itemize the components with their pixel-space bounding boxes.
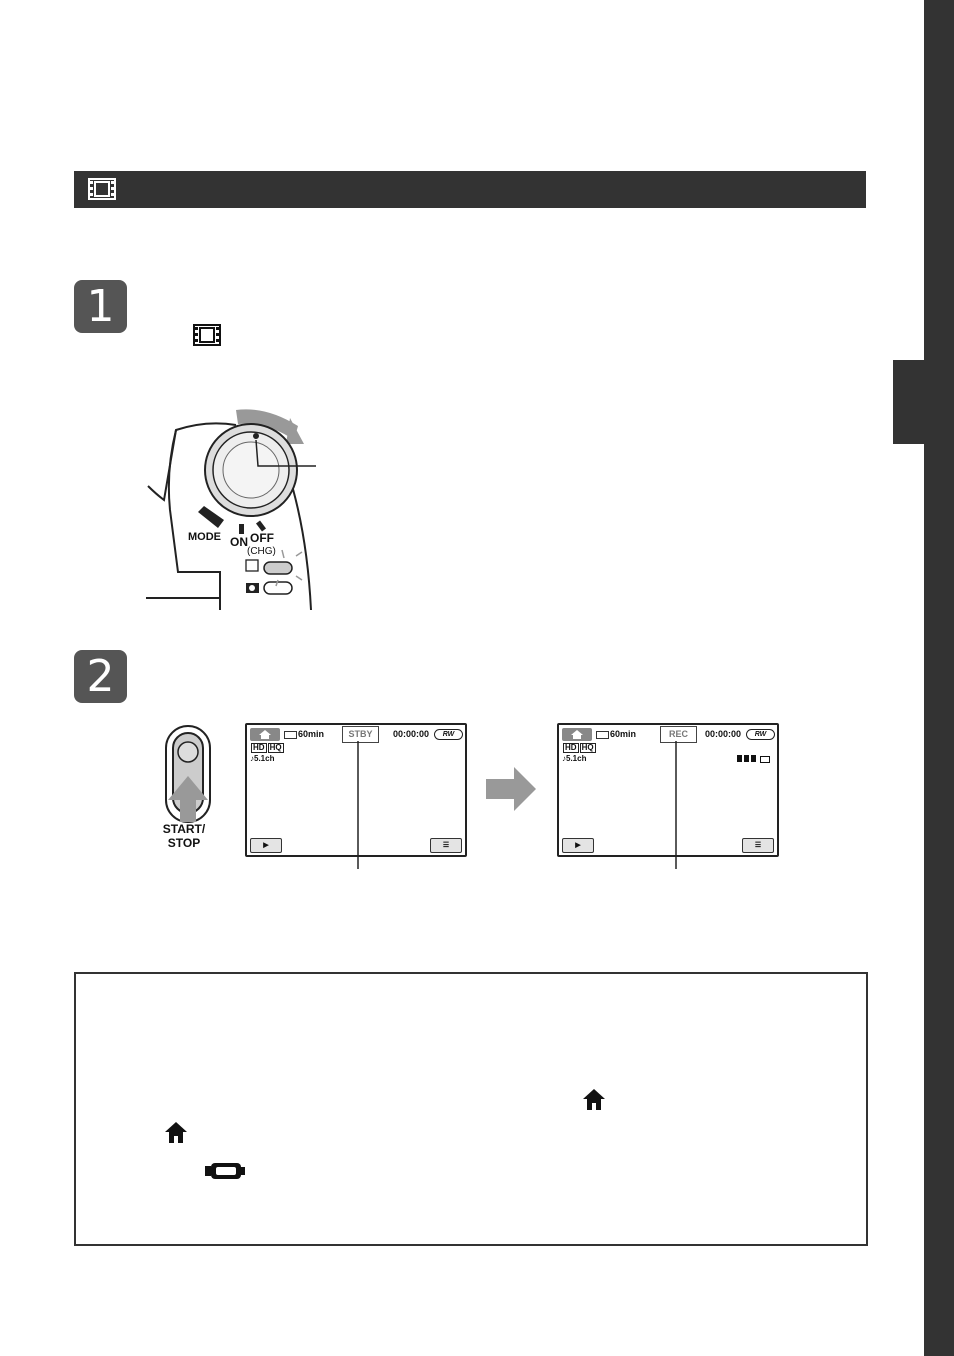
- home-icon: [164, 1121, 188, 1145]
- disc-type: RW: [746, 729, 775, 740]
- lcd-screen-recording: [557, 723, 779, 857]
- stby-callout-line: [355, 741, 361, 871]
- hq-badge: HQ: [269, 743, 282, 752]
- playback-button[interactable]: ▶: [250, 838, 282, 853]
- chg-label: (CHG): [247, 546, 276, 557]
- film-strip-icon: [88, 178, 116, 200]
- recording-status: REC: [660, 726, 697, 743]
- option-button[interactable]: ☰: [742, 838, 774, 853]
- notes-box: [74, 972, 868, 1246]
- battery-icon: [284, 731, 297, 739]
- film-strip-icon: [246, 560, 258, 571]
- audio-mode: ♪5.1ch: [562, 754, 587, 763]
- side-strip: [924, 0, 954, 1356]
- disc-type: RW: [434, 729, 463, 740]
- audio-mode: ♪5.1ch: [250, 754, 275, 763]
- time-counter: 00:00:00: [705, 729, 742, 739]
- time-counter: 00:00:00: [393, 729, 430, 739]
- mode-label: MODE: [188, 531, 221, 543]
- camcorder-icon: [205, 1161, 245, 1181]
- power-dial-illustration: [146, 400, 326, 615]
- playback-button[interactable]: ▶: [562, 838, 594, 853]
- remaining-time: 60min: [298, 729, 325, 739]
- remaining-time: 60min: [610, 729, 637, 739]
- home-button[interactable]: [562, 728, 592, 741]
- home-icon: [250, 728, 280, 741]
- home-icon: [562, 728, 592, 741]
- battery-icon: [596, 731, 609, 739]
- home-icon: [582, 1088, 606, 1112]
- step-1-badge: 1: [74, 280, 127, 333]
- start-stop-button[interactable]: [164, 724, 212, 824]
- quality-indicator: [563, 743, 596, 753]
- home-button[interactable]: [250, 728, 280, 741]
- off-label: OFF: [250, 531, 274, 545]
- hq-badge: HQ: [581, 743, 594, 752]
- side-chapter-tab: [893, 360, 924, 444]
- step-2-badge: 2: [74, 650, 127, 703]
- quality-indicator: [251, 743, 284, 753]
- on-label: ON: [230, 535, 248, 549]
- right-arrow-icon: [486, 767, 536, 811]
- audio-level-meter: [737, 755, 770, 763]
- start-stop-label-1: START/: [162, 822, 206, 836]
- recording-status: STBY: [342, 726, 379, 743]
- option-button[interactable]: ☰: [430, 838, 462, 853]
- hd-badge: HD: [565, 743, 577, 752]
- film-strip-icon: [193, 324, 221, 346]
- hd-badge: HD: [253, 743, 265, 752]
- start-stop-label-2: STOP: [167, 836, 201, 850]
- rec-callout-line: [673, 741, 679, 871]
- section-header-bar: [74, 171, 866, 208]
